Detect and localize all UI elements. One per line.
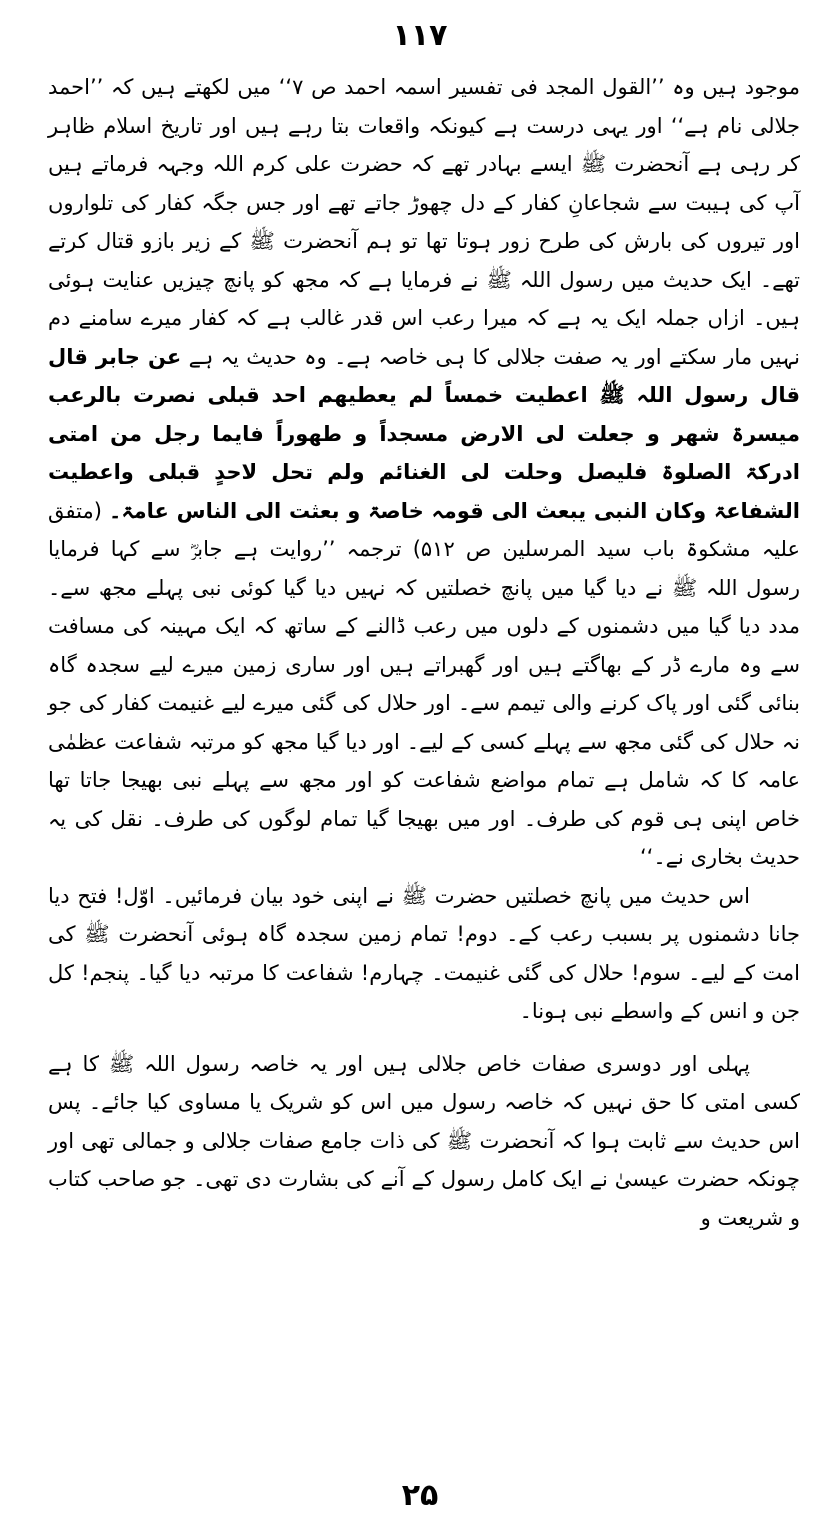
paragraph-conclusion: پہلی اور دوسری صفات خاص جلالی ہیں اور یہ خاصہ رسول اللہ ﷺ کا ہے کسی امتی کا حق نہیں کہ خاصہ رسول میں اس کو شریک یا مساوی کیا جائے۔ پس اس حدیث سے ثابت ہوا کہ آنحضرت ﷺ کی ذات جامع صفات جلالی و جمالی تھی اور چونکہ حضرت عیسیٰ نے ایک کامل رسول کے آنے کی بشارت دی تھی۔ جو صاحب کتاب و شریعت و bbox=[48, 1051, 800, 1230]
page-number-bottom: ۲۵ bbox=[401, 1478, 439, 1513]
hadith-translation: (متفق علیہ مشکوۃ باب سید المرسلین ص ۵۱۲) ترجمہ ’’روایت ہے جابرؓ سے کہا فرمایا رسول اللہ ﷺ نے دیا گیا میں پانچ خصلتیں کہ نہیں دیا گیا کوئی نبی پہلے مجھ سے۔ مدد دیا گیا میں دشمنوں کے دلوں میں رعب ڈالنے کے ساتھ کہ ایک مہینہ کی مسافت سے وہ مارے ڈر کے بھاگتے ہیں اور گھبراتے ہیں اور ساری زمین میرے لیے سجدہ گاہ بنائی گئی اور پاک کرنے والی تیمم سے۔ اور حلال کی گئی میرے لیے غنیمت کفار کی جو نہ حلال کی گئی مجھ سے پہلے کسی کے لیے۔ اور دیا گیا مجھ کو مرتبہ شفاعت عظمٰی عامہ کا کہ شامل ہے تمام مواضع شفاعت کو اور مجھ سے پہلے نبی بھیجا جاتا تھا خاص اپنی ہی قوم کی طرف۔ اور میں بھیجا گیا تمام لوگوں کی طرف۔ نقل کی یہ حدیث بخاری نے۔‘‘ bbox=[48, 498, 800, 869]
page-number-top: ۱۱۷ bbox=[392, 18, 448, 53]
paragraph-five-qualities: اس حدیث میں پانچ خصلتیں حضرت ﷺ نے اپنی خود بیان فرمائیں۔ اوّل! فتح دیا جانا دشمنوں پر بسبب رعب کے۔ دوم! تمام زمین سجدہ گاہ ہوئی آنحضرت ﷺ کی امت کے لیے۔ سوم! حلال کی گئی غنیمت۔ چہارم! شفاعت کا مرتبہ دیا گیا۔ پنجم! کل جن و انس کے واسطے نبی ہونا۔ bbox=[48, 883, 800, 1023]
paragraph-hadith-intro bbox=[48, 68, 800, 877]
paragraph-text: موجود ہیں وہ ’’القول المجد فی تفسیر اسمہ احمد ص ۷‘‘ میں لکھتے ہیں کہ ’’احمد جلالی نام ہے‘‘ اور یہی درست ہے کیونکہ واقعات بتا رہے ہیں اور تاریخ اسلام ظاہر کر رہی ہے آنحضرت ﷺ ایسے بہادر تھے کہ حضرت علی کرم اللہ وجہہ فرماتے ہیں آپ کی ہیبت سے شجاعانِ کفار کے دل چھوڑ جاتے تھے اور جس جگہ کفار کی تلواروں اور تیروں کی بارش کی طرح زور ہوتا تھا تو ہم آنحضرت ﷺ کے زیر بازو قتال کرتے تھے۔ ایک حدیث میں رسول اللہ ﷺ نے فرمایا ہے کہ مجھ کو پانچ چیزیں عنایت ہوئی ہیں۔ ازاں جملہ ایک یہ ہے کہ میرا رعب اس قدر غالب ہے کہ کفار میرے سامنے دم نہیں مار سکتے اور یہ صفت جلالی کا ہی خاصہ ہے۔ وہ حدیث یہ ہے bbox=[48, 75, 801, 369]
arabic-hadith-text: عن جابر قال قال رسول اللہ ﷺ اعطیت خمساً لم یعطیھم احد قبلی نصرت بالرعب میسرۃ شھر و جعلت لی الارض مسجداً و طھوراً فایما رجل من امتی ادرکۃ الصلوۃ فلیصل وحلت لی الغنائم ولم تحل لاحدٍ قبلی واعطیت الشفاعۃ وکان النبی یبعث الی قومہ خاصۃ و بعثت الی الناس عامۃ۔ bbox=[48, 344, 800, 523]
page-body bbox=[48, 68, 800, 1237]
